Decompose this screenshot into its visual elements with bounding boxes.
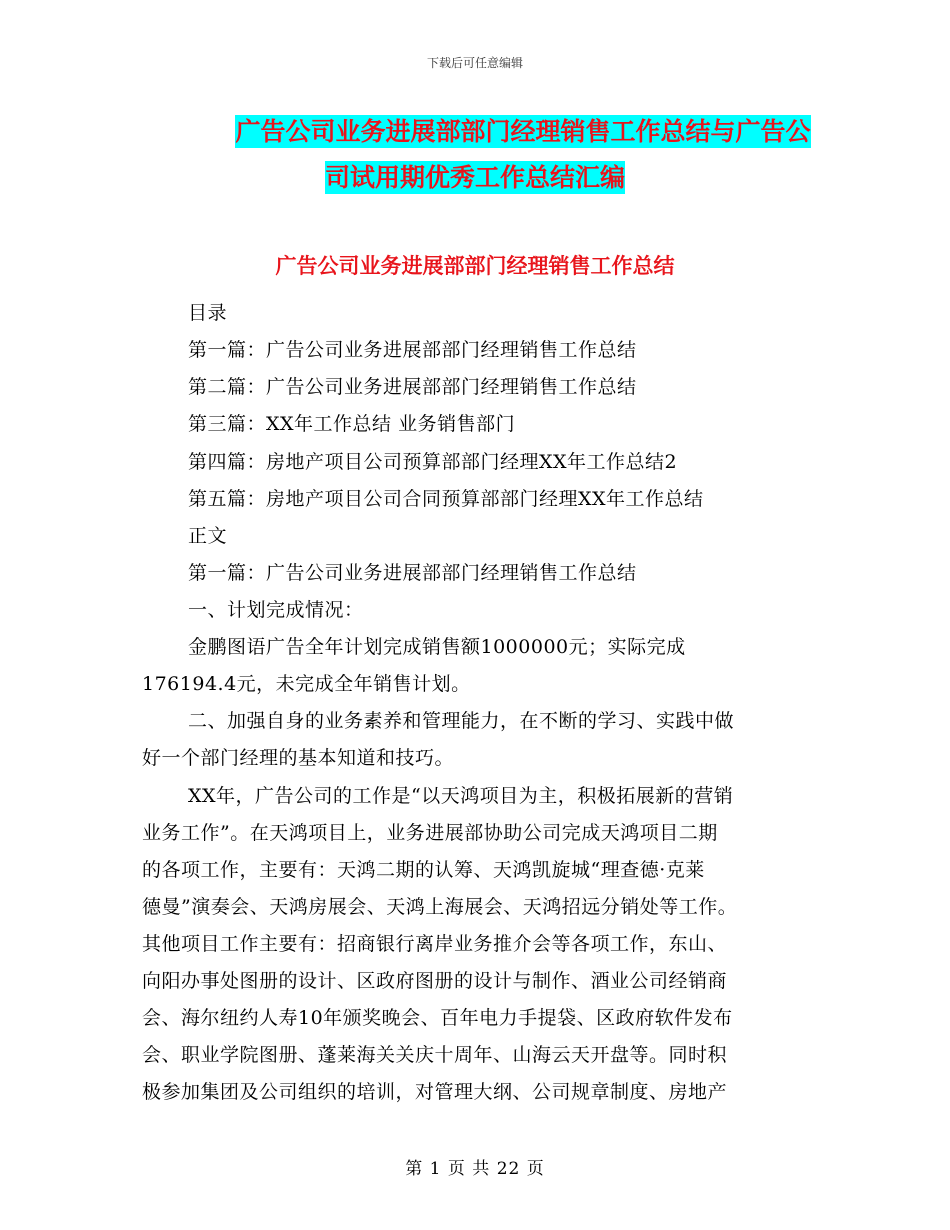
section-title: 广告公司业务进展部部门经理销售工作总结 [275, 254, 675, 278]
page-footer [0, 1154, 950, 1179]
chapter-heading: 第一篇：广告公司业务进展部部门经理销售工作总结 [188, 562, 637, 584]
toc-item-2: 第二篇：广告公司业务进展部部门经理销售工作总结 [188, 376, 637, 398]
title-highlight-2: 司试用期优秀工作总结汇编 [324, 163, 625, 192]
toc-item-3: 第三篇：XX年工作总结 业务销售部门 [188, 413, 516, 435]
toc-item-4: 第四篇：房地产项目公司预算部部门经理XX年工作总结2 [188, 451, 678, 473]
paragraph-line: 向阳办事处图册的设计、区政府图册的设计与制作、酒业公司经销商 [142, 970, 728, 992]
toc-item-5: 第五篇：房地产项目公司合同预算部部门经理XX年工作总结 [188, 488, 704, 510]
footer-suffix: 页 [526, 1159, 545, 1179]
footer-prefix: 第 [405, 1159, 424, 1179]
paragraph-line: 好一个部门经理的基本知道和技巧。 [142, 747, 455, 769]
paragraph-line: 会、海尔纽约人寿10年颁奖晚会、百年电力手提袋、区政府软件发布 [142, 1007, 733, 1029]
document-title-line-2 [0, 158, 950, 194]
paragraph-line: 的各项工作，主要有：天鸿二期的认筹、天鸿凯旋城“理查德·克莱 [142, 859, 705, 881]
paragraph-line: 极参加集团及公司组织的培训，对管理大纲、公司规章制度、房地产 [142, 1081, 728, 1103]
document-title-line-1 [48, 112, 950, 148]
footer-mid: 页 共 [447, 1159, 491, 1179]
paragraph-line: 业务工作”。在天鸿项目上，业务进展部协助公司完成天鸿项目二期 [142, 822, 718, 844]
paragraph-line: 176194.4元，未完成全年销售计划。 [142, 673, 471, 695]
paragraph-line: 其他项目工作主要有：招商银行离岸业务推介会等各项工作，东山、 [142, 933, 728, 955]
header-note: 下载后可任意编辑 [426, 56, 523, 70]
paragraph-line: 二、加强自身的业务素养和管理能力，在不断的学习、实践中做 [188, 710, 735, 732]
paragraph-line: 德曼”演奏会、天鸿房展会、天鸿上海展会、天鸿招远分销处等工作。 [142, 896, 738, 918]
body-heading: 正文 [188, 525, 228, 547]
paragraph-line: XX年，广告公司的工作是“以天鸿项目为主，积极拓展新的营销 [188, 785, 734, 807]
section-heading-1: 一、计划完成情况： [188, 599, 364, 621]
title-highlight-1: 广告公司业务进展部部门经理销售工作总结与广告公 [235, 117, 811, 146]
paragraph-line: 金鹏图语广告全年计划完成销售额1000000元；实际完成 [188, 636, 686, 658]
toc-heading: 目录 [188, 302, 228, 324]
paragraph-line: 会、职业学院图册、蓬莱海关关庆十周年、山海云天开盘等。同时积 [142, 1044, 728, 1066]
current-page-number: 1 [429, 1159, 442, 1179]
total-pages-number: 22 [496, 1159, 521, 1179]
toc-item-1: 第一篇：广告公司业务进展部部门经理销售工作总结 [188, 339, 637, 361]
